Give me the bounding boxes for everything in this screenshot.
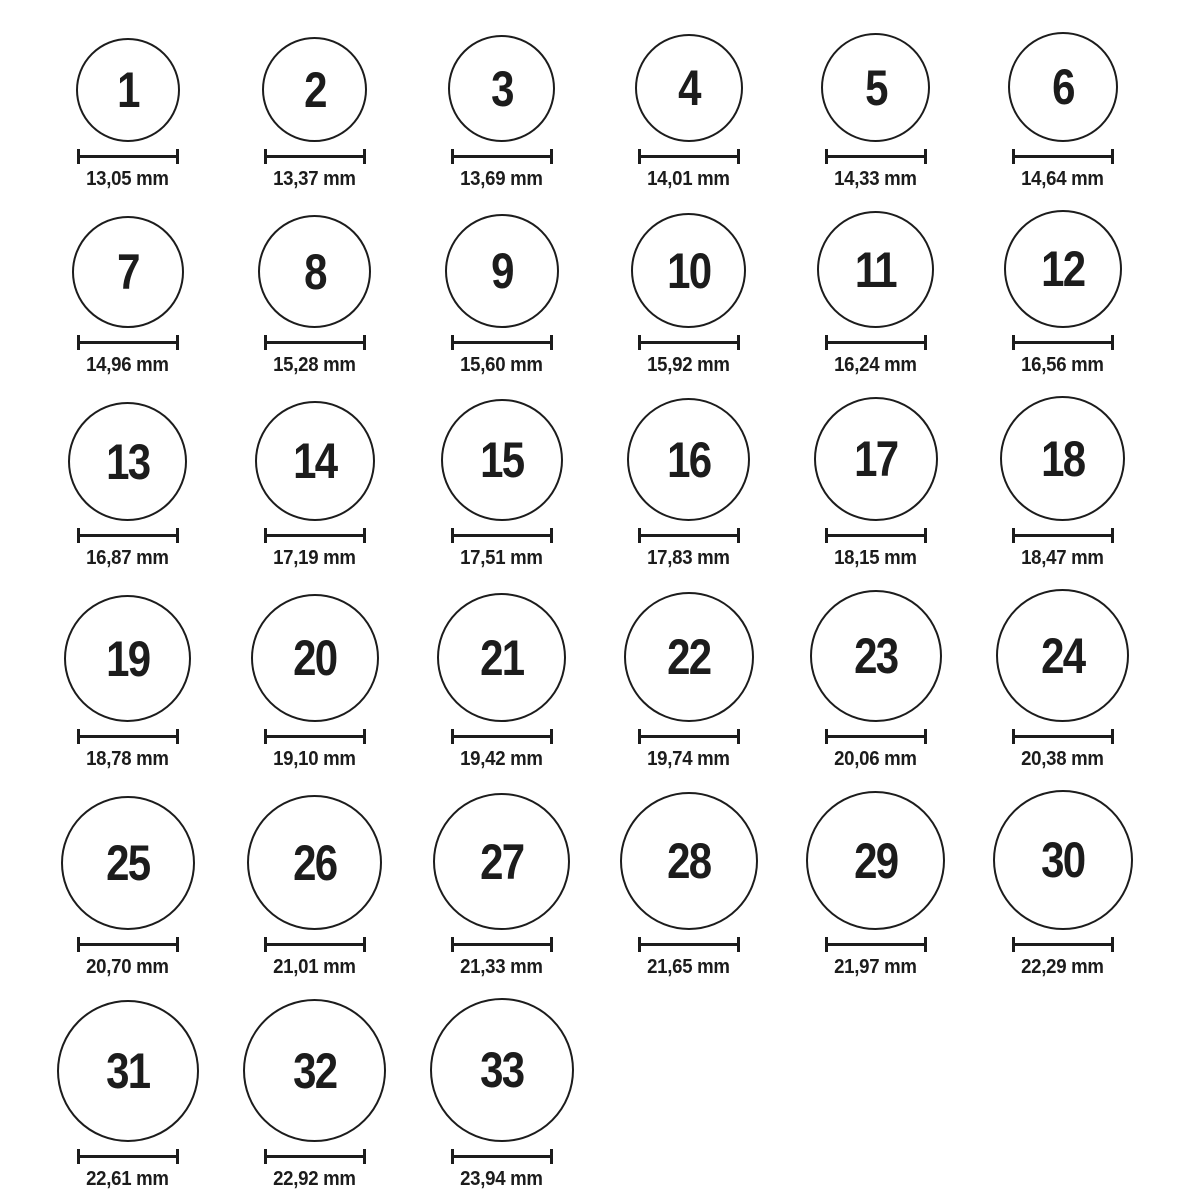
measure-bar-icon <box>78 341 178 344</box>
ring-size-cell <box>441 399 563 570</box>
diameter-label: 21,01 mm <box>273 956 356 978</box>
diameter-label: 22,92 mm <box>273 1168 356 1190</box>
ring-size-cell <box>993 790 1133 979</box>
measure-tick-right-icon <box>1111 149 1114 164</box>
ring-size-cell <box>810 590 942 771</box>
diameter-measure-line-icon <box>77 1149 179 1164</box>
measure-tick-right-icon <box>550 335 553 350</box>
measure-bar-icon <box>78 943 178 946</box>
ring-circle-icon <box>430 998 574 1142</box>
diameter-label: 13,37 mm <box>273 168 356 190</box>
diameter-measure-line-icon <box>1012 528 1114 543</box>
ring-circle-icon <box>255 401 375 521</box>
diameter-measure-line-icon <box>825 528 927 543</box>
measure-tick-right-icon <box>924 149 927 164</box>
measure-tick-right-icon <box>550 1149 553 1164</box>
diameter-measure-line-icon <box>77 149 179 164</box>
ring-size-cell <box>76 38 180 191</box>
diameter-label: 16,56 mm <box>1021 354 1104 376</box>
ring-circle-icon <box>243 999 386 1142</box>
ring-circle-icon <box>817 211 934 328</box>
ring-circle-icon <box>635 34 743 142</box>
measure-bar-icon <box>639 534 739 537</box>
diameter-measure-line-icon <box>451 528 553 543</box>
diameter-measure-line-icon <box>264 528 366 543</box>
ring-circle-icon <box>810 590 942 722</box>
measure-tick-right-icon <box>363 729 366 744</box>
measure-bar-icon <box>78 735 178 738</box>
ring-circle-icon <box>806 791 945 930</box>
diameter-measure-line-icon <box>264 729 366 744</box>
ring-size-cell <box>814 397 938 570</box>
ring-size-cell <box>1004 210 1122 377</box>
measure-tick-right-icon <box>924 528 927 543</box>
ring-size-cell <box>620 792 758 979</box>
ring-circle-icon <box>247 795 382 930</box>
ring-size-cell <box>806 791 945 979</box>
ring-size-cell <box>61 796 195 979</box>
ring-circle-icon <box>72 216 184 328</box>
ring-size-number: 27 <box>479 833 524 890</box>
ring-circle-icon <box>433 793 570 930</box>
measure-bar-icon <box>826 341 926 344</box>
ring-size-cell <box>1008 32 1118 191</box>
diameter-label: 20,70 mm <box>86 956 169 978</box>
ring-size-cell <box>243 999 386 1191</box>
diameter-measure-line-icon <box>1012 937 1114 952</box>
ring-size-number: 30 <box>1040 832 1085 888</box>
ring-circle-icon <box>1004 210 1122 328</box>
diameter-label: 15,92 mm <box>647 354 730 376</box>
diameter-label: 21,33 mm <box>460 956 543 978</box>
diameter-label: 19,74 mm <box>647 748 730 770</box>
diameter-label: 23,94 mm <box>460 1168 543 1190</box>
measure-tick-right-icon <box>176 937 179 952</box>
measure-tick-right-icon <box>550 729 553 744</box>
measure-tick-right-icon <box>176 335 179 350</box>
diameter-label: 22,61 mm <box>86 1168 169 1190</box>
ring-circle-icon <box>993 790 1133 930</box>
ring-circle-icon <box>251 594 379 722</box>
diameter-label: 18,15 mm <box>834 547 917 569</box>
diameter-label: 15,28 mm <box>273 354 356 376</box>
measure-bar-icon <box>1013 735 1113 738</box>
diameter-measure-line-icon <box>451 149 553 164</box>
ring-size-number: 33 <box>479 1042 524 1098</box>
ring-size-number: 22 <box>666 629 711 685</box>
measure-tick-right-icon <box>550 149 553 164</box>
ring-size-number: 15 <box>479 432 524 488</box>
diameter-label: 14,01 mm <box>647 168 730 190</box>
measure-bar-icon <box>826 155 926 158</box>
ring-size-number: 3 <box>490 60 513 117</box>
ring-size-cell <box>635 34 743 191</box>
measure-tick-right-icon <box>363 937 366 952</box>
measure-bar-icon <box>826 735 926 738</box>
measure-tick-right-icon <box>737 528 740 543</box>
diameter-measure-line-icon <box>451 729 553 744</box>
ring-size-cell <box>430 998 574 1191</box>
diameter-measure-line-icon <box>77 335 179 350</box>
measure-bar-icon <box>1013 155 1113 158</box>
measure-bar-icon <box>452 735 552 738</box>
ring-circle-icon <box>437 593 566 722</box>
diameter-measure-line-icon <box>1012 335 1114 350</box>
ring-size-cell <box>631 213 746 377</box>
ring-size-cell <box>433 793 570 979</box>
ring-size-cell <box>821 33 930 191</box>
ring-size-number: 23 <box>853 628 898 684</box>
ring-circle-icon <box>258 215 371 328</box>
diameter-label: 19,42 mm <box>460 748 543 770</box>
measure-bar-icon <box>78 534 178 537</box>
ring-size-number: 28 <box>666 833 711 889</box>
diameter-measure-line-icon <box>638 335 740 350</box>
ring-size-number: 18 <box>1040 430 1085 487</box>
ring-size-number: 17 <box>853 431 898 487</box>
diameter-measure-line-icon <box>825 149 927 164</box>
ring-size-cell <box>437 593 566 771</box>
diameter-measure-line-icon <box>825 335 927 350</box>
measure-tick-right-icon <box>1111 335 1114 350</box>
ring-size-cell <box>996 589 1129 771</box>
ring-circle-icon <box>441 399 563 521</box>
ring-circle-icon <box>1008 32 1118 142</box>
ring-size-cell <box>247 795 382 979</box>
ring-circle-icon <box>1000 396 1125 521</box>
ring-size-number: 29 <box>853 832 898 889</box>
diameter-label: 16,24 mm <box>834 354 917 376</box>
measure-bar-icon <box>1013 534 1113 537</box>
ring-circle-icon <box>76 38 180 142</box>
diameter-label: 21,65 mm <box>647 956 730 978</box>
measure-bar-icon <box>452 943 552 946</box>
ring-size-cell <box>627 398 750 570</box>
diameter-measure-line-icon <box>264 149 366 164</box>
ring-circle-icon <box>57 1000 199 1142</box>
measure-bar-icon <box>452 341 552 344</box>
measure-tick-right-icon <box>1111 528 1114 543</box>
diameter-measure-line-icon <box>638 937 740 952</box>
diameter-label: 15,60 mm <box>460 354 543 376</box>
ring-size-number: 24 <box>1040 627 1085 684</box>
measure-bar-icon <box>265 534 365 537</box>
diameter-label: 13,69 mm <box>460 168 543 190</box>
measure-tick-right-icon <box>737 729 740 744</box>
measure-tick-right-icon <box>176 1149 179 1164</box>
diameter-measure-line-icon <box>77 937 179 952</box>
measure-bar-icon <box>1013 341 1113 344</box>
diameter-label: 21,97 mm <box>834 956 917 978</box>
diameter-measure-line-icon <box>825 937 927 952</box>
ring-circle-icon <box>620 792 758 930</box>
ring-size-number: 2 <box>303 61 326 118</box>
ring-size-number: 25 <box>105 835 150 891</box>
diameter-measure-line-icon <box>1012 729 1114 744</box>
diameter-label: 19,10 mm <box>273 748 356 770</box>
measure-tick-right-icon <box>176 729 179 744</box>
measure-tick-right-icon <box>363 528 366 543</box>
ring-size-number: 11 <box>854 241 897 298</box>
diameter-label: 18,78 mm <box>86 748 169 770</box>
diameter-label: 18,47 mm <box>1021 547 1104 569</box>
measure-tick-right-icon <box>924 729 927 744</box>
ring-size-cell <box>57 1000 199 1191</box>
ring-size-cell <box>68 402 187 570</box>
ring-size-number: 20 <box>292 630 337 686</box>
ring-size-number: 16 <box>666 431 711 488</box>
ring-size-grid <box>34 32 1200 1191</box>
ring-size-number: 21 <box>479 629 524 686</box>
ring-size-cell <box>262 37 367 191</box>
diameter-label: 17,51 mm <box>460 547 543 569</box>
ring-size-number: 19 <box>105 630 150 687</box>
measure-bar-icon <box>265 155 365 158</box>
ring-size-number: 14 <box>292 433 337 489</box>
measure-tick-right-icon <box>550 937 553 952</box>
diameter-measure-line-icon <box>264 937 366 952</box>
measure-tick-right-icon <box>1111 937 1114 952</box>
diameter-measure-line-icon <box>77 528 179 543</box>
ring-size-number: 31 <box>105 1043 150 1099</box>
ring-size-number: 5 <box>864 59 887 116</box>
ring-circle-icon <box>262 37 367 142</box>
ring-size-number: 1 <box>116 62 139 118</box>
diameter-label: 14,33 mm <box>834 168 917 190</box>
measure-tick-right-icon <box>924 937 927 952</box>
measure-bar-icon <box>826 943 926 946</box>
measure-bar-icon <box>265 735 365 738</box>
diameter-measure-line-icon <box>638 149 740 164</box>
ring-size-cell <box>258 215 371 377</box>
diameter-label: 17,19 mm <box>273 547 356 569</box>
measure-tick-right-icon <box>737 335 740 350</box>
ring-size-number: 32 <box>292 1042 337 1099</box>
ring-circle-icon <box>68 402 187 521</box>
measure-bar-icon <box>452 1155 552 1158</box>
measure-tick-right-icon <box>737 937 740 952</box>
diameter-label: 16,87 mm <box>86 547 169 569</box>
ring-size-cell <box>624 592 754 771</box>
measure-tick-right-icon <box>363 149 366 164</box>
diameter-label: 13,05 mm <box>86 168 169 190</box>
ring-size-number: 6 <box>1051 59 1074 115</box>
diameter-label: 14,96 mm <box>86 354 169 376</box>
ring-size-number: 8 <box>303 243 326 300</box>
ring-size-cell <box>72 216 184 377</box>
diameter-label: 22,29 mm <box>1021 956 1104 978</box>
measure-bar-icon <box>639 155 739 158</box>
ring-size-cell <box>448 35 555 191</box>
measure-bar-icon <box>78 155 178 158</box>
measure-bar-icon <box>265 943 365 946</box>
measure-tick-right-icon <box>737 149 740 164</box>
measure-tick-right-icon <box>363 335 366 350</box>
ring-circle-icon <box>445 214 559 328</box>
diameter-measure-line-icon <box>451 1149 553 1164</box>
ring-size-number: 13 <box>105 433 150 490</box>
diameter-label: 14,64 mm <box>1021 168 1104 190</box>
measure-bar-icon <box>639 943 739 946</box>
measure-tick-right-icon <box>176 528 179 543</box>
ring-size-number: 10 <box>666 242 711 299</box>
measure-tick-right-icon <box>550 528 553 543</box>
diameter-label: 20,38 mm <box>1021 748 1104 770</box>
measure-bar-icon <box>639 735 739 738</box>
ring-size-cell <box>445 214 559 377</box>
ring-size-number: 4 <box>677 60 700 116</box>
measure-tick-right-icon <box>1111 729 1114 744</box>
diameter-measure-line-icon <box>451 937 553 952</box>
ring-circle-icon <box>631 213 746 328</box>
measure-bar-icon <box>265 341 365 344</box>
ring-circle-icon <box>627 398 750 521</box>
ring-circle-icon <box>61 796 195 930</box>
ring-circle-icon <box>624 592 754 722</box>
diameter-measure-line-icon <box>264 335 366 350</box>
ring-circle-icon <box>814 397 938 521</box>
measure-bar-icon <box>639 341 739 344</box>
ring-size-number: 9 <box>490 243 513 299</box>
measure-bar-icon <box>452 534 552 537</box>
ring-circle-icon <box>448 35 555 142</box>
diameter-label: 20,06 mm <box>834 748 917 770</box>
ring-size-cell <box>1000 396 1125 570</box>
diameter-measure-line-icon <box>451 335 553 350</box>
diameter-measure-line-icon <box>1012 149 1114 164</box>
diameter-measure-line-icon <box>77 729 179 744</box>
ring-size-number: 7 <box>116 244 139 300</box>
measure-bar-icon <box>265 1155 365 1158</box>
ring-circle-icon <box>996 589 1129 722</box>
ring-size-cell <box>64 595 191 771</box>
diameter-measure-line-icon <box>638 729 740 744</box>
ring-circle-icon <box>821 33 930 142</box>
measure-bar-icon <box>826 534 926 537</box>
diameter-measure-line-icon <box>825 729 927 744</box>
ring-size-number: 26 <box>292 834 337 891</box>
measure-tick-right-icon <box>363 1149 366 1164</box>
measure-bar-icon <box>452 155 552 158</box>
measure-bar-icon <box>78 1155 178 1158</box>
diameter-label: 17,83 mm <box>647 547 730 569</box>
ring-size-cell <box>251 594 379 771</box>
diameter-measure-line-icon <box>264 1149 366 1164</box>
measure-tick-right-icon <box>176 149 179 164</box>
measure-tick-right-icon <box>924 335 927 350</box>
ring-circle-icon <box>64 595 191 722</box>
diameter-measure-line-icon <box>638 528 740 543</box>
ring-size-cell <box>255 401 375 570</box>
ring-size-cell <box>817 211 934 377</box>
measure-bar-icon <box>1013 943 1113 946</box>
ring-size-number: 12 <box>1040 241 1085 297</box>
